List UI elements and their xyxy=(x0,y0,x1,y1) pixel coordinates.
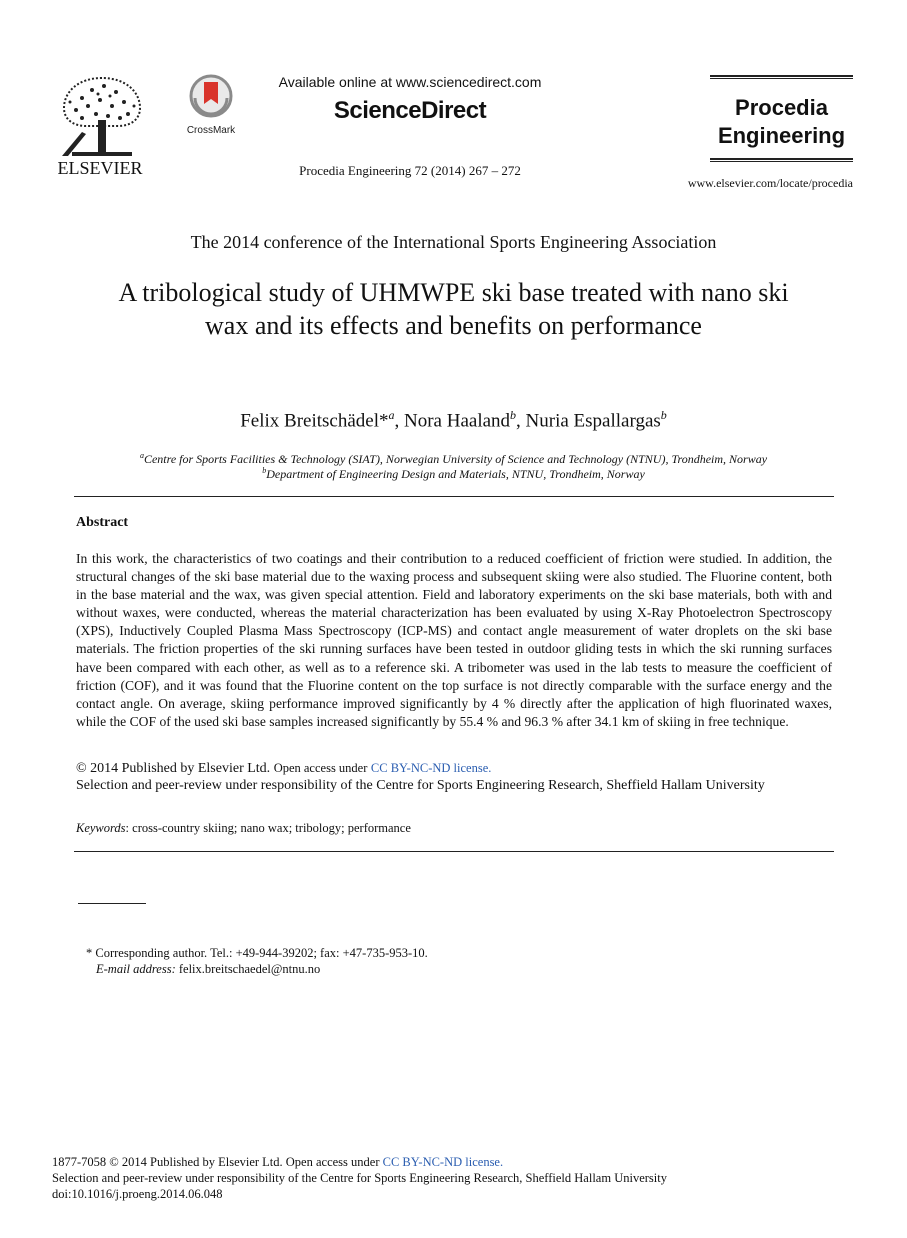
paper-title-line1: A tribological study of UHMWPE ski base treated with nano ski xyxy=(118,278,789,307)
crossmark-badge[interactable] xyxy=(180,74,242,136)
journal-title-line2: Engineering xyxy=(717,123,846,148)
journal-reference: Procedia Engineering 72 (2014) 267 – 272 xyxy=(299,163,521,178)
paper-title xyxy=(60,276,847,342)
available-online-text: Available online at www.sciencedirect.com xyxy=(278,74,542,90)
section-divider-top xyxy=(74,496,834,497)
copyright-line xyxy=(76,761,832,777)
author-name: Felix Breitschädel* xyxy=(240,410,389,432)
crossmark-label: CrossMark xyxy=(186,125,236,136)
paper-title-line2: wax and its effects and benefits on performance xyxy=(205,311,702,340)
keywords-list: : cross-country skiing; nano wax; tribology; performance xyxy=(125,821,411,835)
conference-name: The 2014 conference of the International Sports Engineering Association xyxy=(190,232,717,252)
keywords-line xyxy=(76,821,832,836)
journal-title xyxy=(710,94,853,150)
email-label: E-mail address: xyxy=(96,962,176,976)
copyright-text: © 2014 Published by Elsevier Ltd. xyxy=(76,761,271,776)
publisher-wordmark: ELSEVIER xyxy=(57,158,143,178)
author-separator: , xyxy=(516,410,526,432)
keywords-label: Keywords xyxy=(76,821,126,835)
open-access-text: Open access under xyxy=(273,761,368,775)
footer-issn-line xyxy=(52,1155,503,1170)
journal-url-link[interactable]: www.elsevier.com/locate/procedia xyxy=(687,176,853,190)
peer-review-statement: Selection and peer-review under responsibility of the Centre for Sports Engineering Research, Sheffield Hallam University xyxy=(76,778,765,793)
footer-doi-link[interactable]: doi:10.1016/j.proeng.2014.06.048 xyxy=(52,1187,223,1201)
affiliation-text: Centre for Sports Facilities & Technology (SIAT), Norwegian University of Science and Technology (NTNU), Trondheim, Norway xyxy=(143,452,768,466)
affiliation-b xyxy=(40,466,867,482)
abstract-body: In this work, the characteristics of two coatings and their contribution to a reduced coefficient of friction were studied. In addition, the structural changes of the ski base material due to the waxing process and subsequent skiing were also studied. The Fluorine content, both in the base material and the wax, was given special attention. Field and laboratory experiments on the ski base materials, both with and without waxes, were conducted, whereas the material characterization has been evaluated by using X-Ray Photoelectron Spectroscopy (XPS), Inductively Coupled Plasma Mass Spectroscopy (ICP-MS) and contact angle measurement of water droplets on the ski base materials. The friction properties of the ski running surfaces have been tested in outdoor gliding tests in which the ski running surfaces have been compared with each other, as well as to a reference ski. A tribometer was used in the lab tests to measure the coefficient of friction (COF), and it was found that the Fluorine content on the top surface is not directly comparable with the surface energy and the contact angle. On average, skiing performance improved significantly by 4 % directly after the application of high fluorinated waxes, while the COF of the used ski base samples increased significantly by 55.4 % and 96.3 % after 34.1 km of skiing in free technique. xyxy=(76,551,832,729)
affiliation-text: Department of Engineering Design and Materials, NTNU, Trondheim, Norway xyxy=(266,467,645,481)
email-address-link[interactable]: felix.breitschaedel@ntnu.no xyxy=(175,962,321,976)
journal-title-line1: Procedia xyxy=(735,95,828,120)
footer-license-link[interactable]: CC BY-NC-ND license. xyxy=(382,1155,504,1169)
crossmark-icon xyxy=(189,74,233,118)
author-affiliation-mark: b xyxy=(660,408,667,422)
affiliation-a xyxy=(40,451,867,467)
section-divider-bottom xyxy=(74,851,834,852)
author-list xyxy=(40,408,867,432)
footer-copyright: 1877-7058 © 2014 Published by Elsevier Ltd. Open access under xyxy=(52,1155,383,1169)
author-name: Nuria Espallargas xyxy=(525,410,661,432)
email-line xyxy=(96,962,320,977)
journal-title-rule-bottom xyxy=(710,158,853,162)
platform-name: ScienceDirect xyxy=(333,97,487,124)
journal-title-rule-top xyxy=(710,75,853,79)
author-separator: , xyxy=(394,410,404,432)
author-affiliation-mark: b xyxy=(510,408,517,422)
license-link[interactable]: CC BY-NC-ND license. xyxy=(370,761,492,775)
affiliation-mark: b xyxy=(262,466,267,475)
affiliation-mark: a xyxy=(139,451,144,460)
author-name: Nora Haaland xyxy=(404,410,511,432)
footnote-rule xyxy=(78,903,146,904)
footer-peer-review: Selection and peer-review under responsibility of the Centre for Sports Engineering Research, Sheffield Hallam University xyxy=(52,1171,667,1185)
author-affiliation-mark: a xyxy=(388,408,395,422)
abstract-heading: Abstract xyxy=(76,515,129,530)
corresponding-author-note: * Corresponding author. Tel.: +49-944-39202; fax: +47-735-953-10. xyxy=(86,946,428,960)
